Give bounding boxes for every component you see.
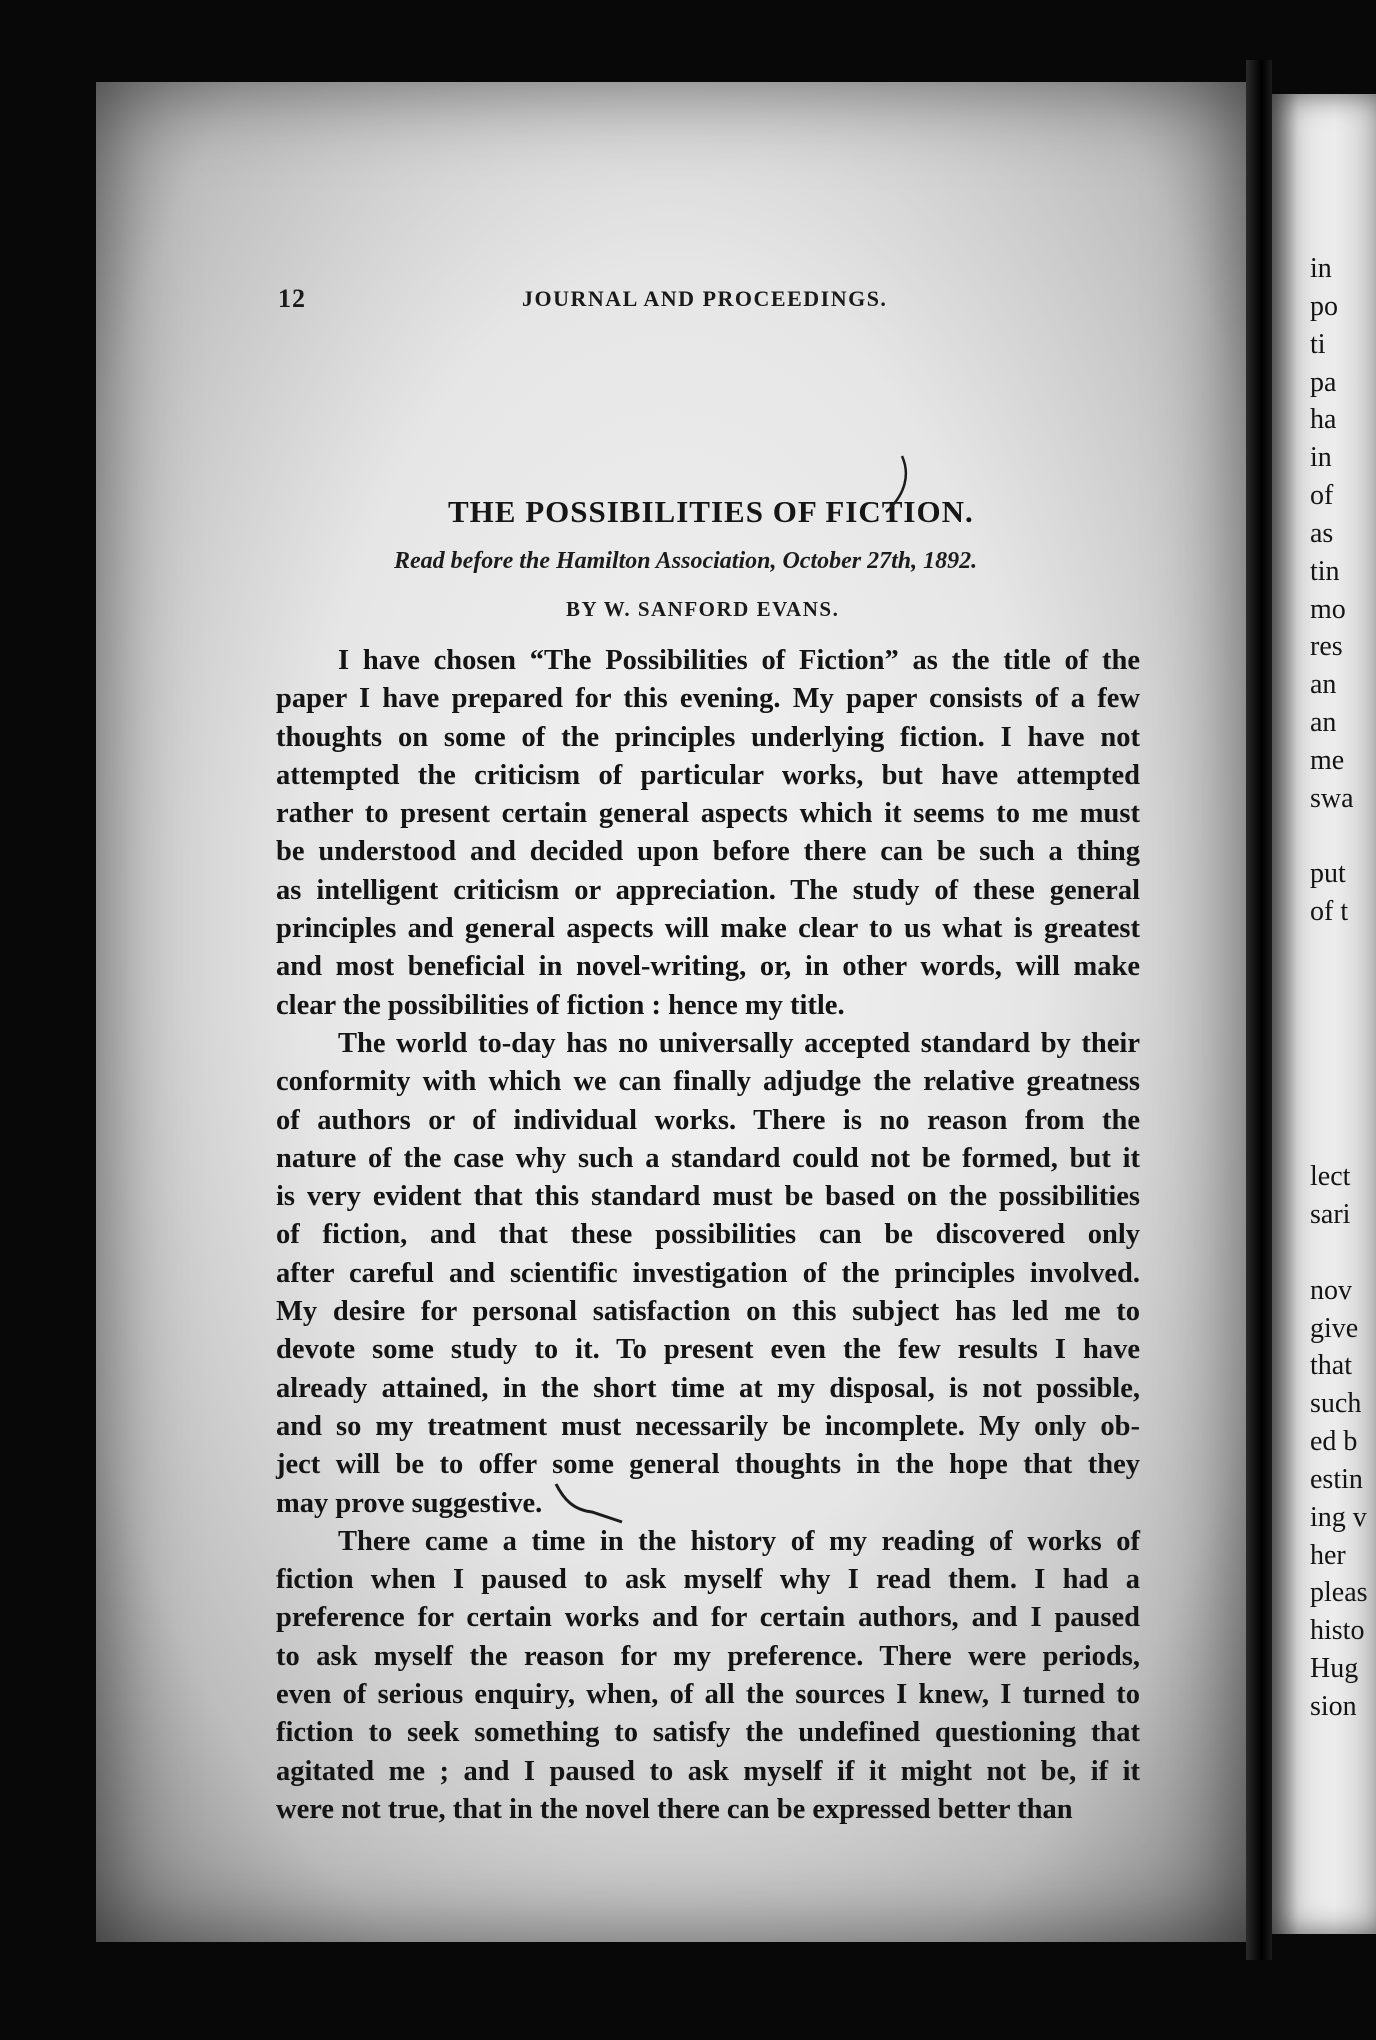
facing-page-fragment: sion	[1310, 1691, 1357, 1722]
text-line: The world to-day has no universally accepted standard by their	[338, 1027, 1140, 1059]
facing-page-fragment: sari	[1310, 1200, 1351, 1230]
text-line: nature of the case why such a standard could not be formed, but it	[276, 1142, 1140, 1174]
article-title: THE POSSIBILITIES OF FICTION.	[448, 494, 974, 529]
text-line: is very evident that this standard must be based on the possibilities	[276, 1181, 1140, 1213]
text-line: as intelligent criticism or appreciation. The study of these general	[276, 874, 1140, 906]
facing-page-fragment: ti	[1310, 329, 1326, 360]
text-line: There came a time in the history of my reading of works of	[338, 1525, 1140, 1557]
pencil-mark	[552, 1480, 662, 1540]
text-line: and most beneficial in novel-writing, or, in other words, will make	[276, 951, 1140, 983]
paragraph	[276, 1025, 1140, 1523]
facing-page-fragment: ed b	[1310, 1427, 1358, 1458]
text-line: be understood and decided upon before there can be such a thing	[276, 836, 1140, 868]
text-line: thoughts on some of the principles underlying fiction. I have not	[276, 721, 1140, 753]
text-line: principles and general aspects will make clear to us what is greatest	[276, 913, 1140, 945]
text-line: fiction when I paused to ask myself why I read them. I had a	[276, 1564, 1140, 1596]
facing-page-fragment: lect	[1310, 1162, 1351, 1193]
facing-page-fragment: estin	[1310, 1464, 1363, 1495]
facing-page-fragment: swa	[1310, 783, 1354, 814]
text-line: of fiction, and that these possibilities can be discovered only	[276, 1219, 1140, 1251]
facing-page-fragment: her	[1310, 1540, 1346, 1571]
facing-page-fragment: mo	[1310, 594, 1346, 625]
facing-page-fragment: tin	[1310, 556, 1340, 587]
text-line: after careful and scientific investigation of the principles involved.	[276, 1257, 1140, 1289]
facing-page-fragment: an	[1310, 670, 1337, 701]
text-line: to ask myself the reason for my preference. There were periods,	[276, 1640, 1140, 1672]
facing-page-fragment: that	[1310, 1351, 1352, 1382]
text-line: ject will be to offer some general thoughts in the hope that they	[276, 1449, 1140, 1481]
facing-page-fragment: pleas	[1310, 1578, 1368, 1609]
pencil-mark	[880, 452, 920, 522]
facing-page-fragment: give	[1310, 1313, 1359, 1344]
text-line: and so my treatment must necessarily be incomplete. My only ob-	[276, 1410, 1140, 1442]
text-line: were not true, that in the novel there can be expressed better than	[276, 1793, 1073, 1825]
facing-page-fragment: res	[1310, 632, 1343, 663]
facing-page-fragment: of	[1310, 481, 1334, 512]
facing-page-fragment: an	[1310, 708, 1337, 739]
text-line: even of serious enquiry, when, of all the sources I knew, I turned to	[276, 1679, 1140, 1711]
article-byline: BY W. SANFORD EVANS.	[566, 597, 840, 621]
facing-page-fragment: histo	[1310, 1616, 1365, 1647]
article-subtitle: Read before the Hamilton Association, October 27th, 1892.	[394, 548, 978, 574]
page-number: 12	[278, 284, 306, 313]
text-line: of authors or of individual works. There is no reason from the	[276, 1104, 1140, 1136]
text-line: rather to present certain general aspects which it seems to me must	[276, 798, 1140, 830]
facing-page-fragment: in	[1310, 443, 1332, 474]
facing-page-fragment: Hug	[1310, 1654, 1359, 1685]
text-line: paper I have prepared for this evening. My paper consists of a few	[276, 683, 1140, 715]
facing-page-fragment: po	[1310, 291, 1338, 322]
facing-page-fragment: in	[1310, 254, 1332, 284]
text-line: clear the possibilities of fiction : hence my title.	[276, 989, 845, 1021]
facing-page-fragment: put	[1310, 859, 1346, 890]
facing-page-fragment: of t	[1310, 897, 1349, 928]
facing-page	[1272, 94, 1376, 1934]
text-line: attempted the criticism of particular works, but have attempted	[276, 759, 1140, 791]
paragraph	[276, 642, 1140, 1025]
text-line: My desire for personal satisfaction on this subject has led me to	[276, 1296, 1140, 1328]
text-line: already attained, in the short time at my disposal, is not possible,	[276, 1372, 1140, 1404]
facing-page-fragment: ing v	[1310, 1502, 1367, 1533]
text-line: I have chosen “The Possibilities of Fiction” as the title of the	[338, 645, 1140, 676]
book-gutter	[1246, 60, 1272, 1960]
facing-page-fragment: as	[1310, 518, 1334, 549]
facing-page-fragment: such	[1310, 1389, 1362, 1420]
article-body	[276, 642, 1140, 1829]
facing-page-fragment: pa	[1310, 367, 1337, 398]
text-line: preference for certain works and for certain authors, and I paused	[276, 1602, 1140, 1634]
facing-page-fragment: me	[1310, 745, 1345, 776]
text-line: fiction to seek something to satisfy the undefined questioning that	[276, 1717, 1140, 1749]
text-line: conformity with which we can finally adjudge the relative greatness	[276, 1066, 1140, 1098]
page-header	[0, 284, 1376, 320]
running-head: JOURNAL AND PROCEEDINGS.	[522, 286, 888, 311]
text-line: devote some study to it. To present even the few results I have	[276, 1334, 1140, 1366]
facing-page-fragment: nov	[1310, 1275, 1352, 1306]
paragraph	[276, 1523, 1140, 1829]
text-line: agitated me ; and I paused to ask myself if it might not be, if it	[276, 1755, 1140, 1787]
text-line: may prove suggestive.	[276, 1487, 543, 1519]
facing-page-fragment: ha	[1310, 405, 1337, 436]
